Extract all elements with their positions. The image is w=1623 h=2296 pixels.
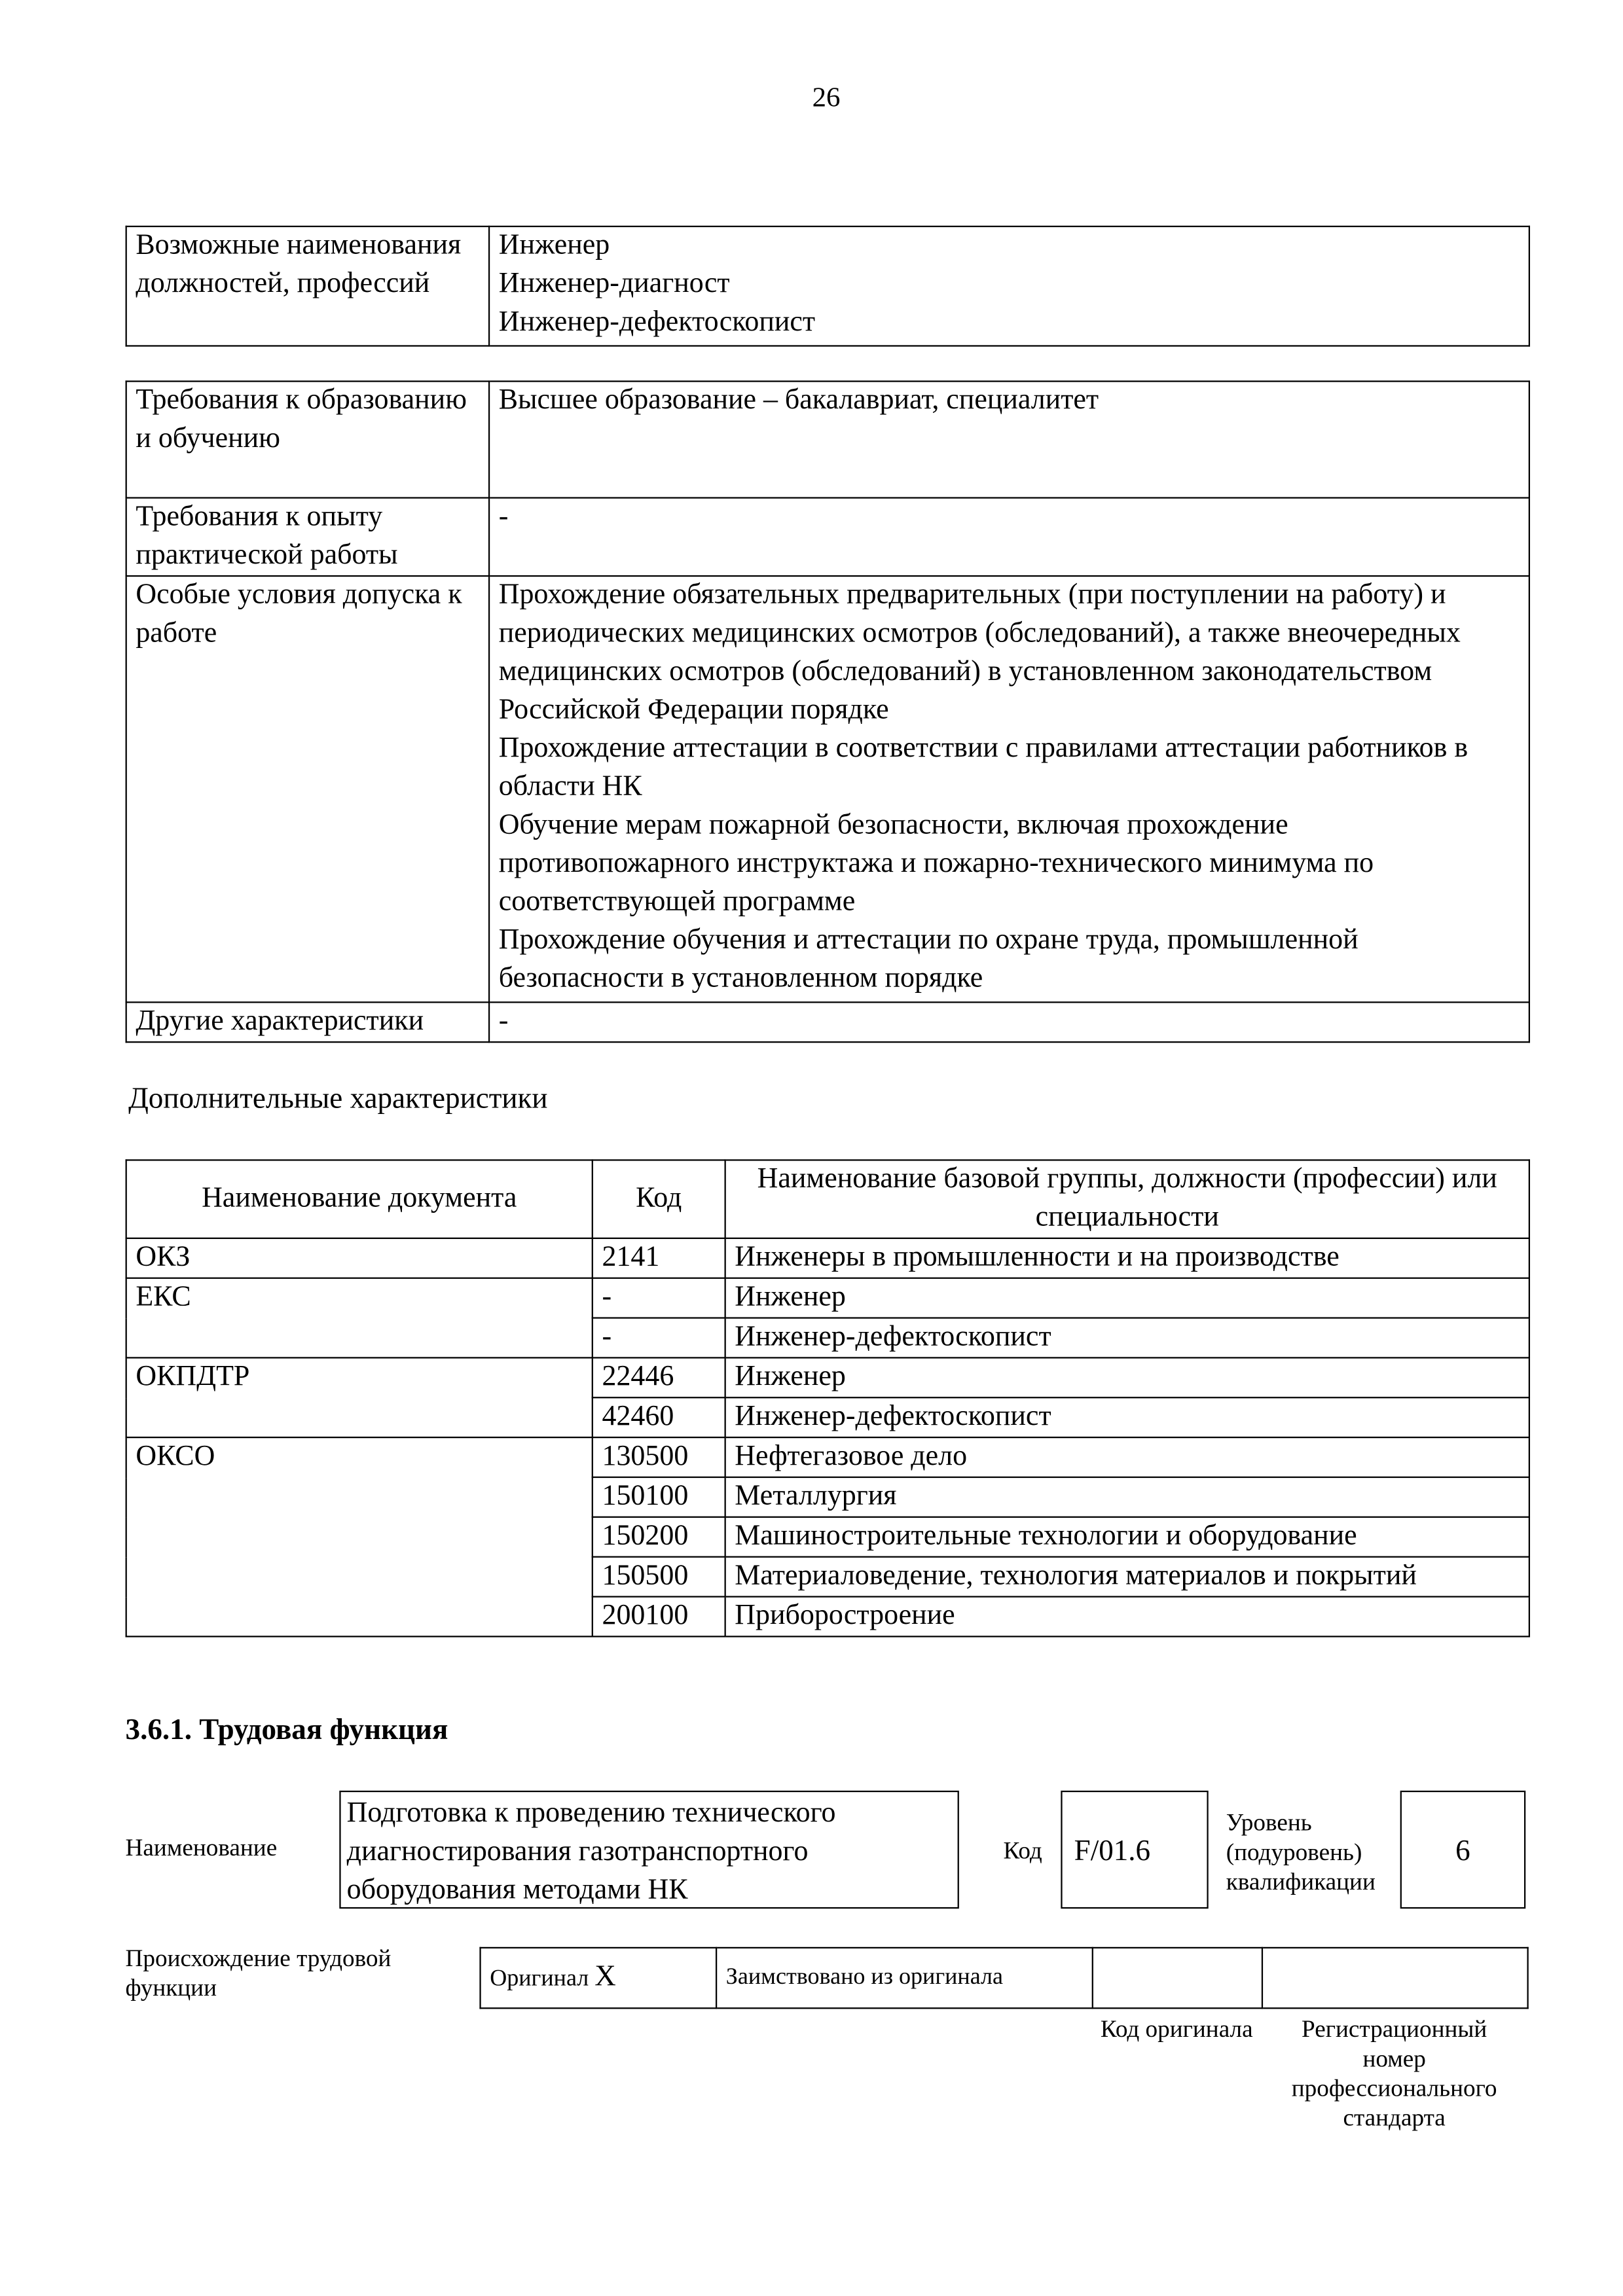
code-cell: - [593, 1278, 725, 1318]
other-value: - [489, 1002, 1529, 1042]
position-item: Инженер-дефектоскопист [498, 306, 816, 338]
code-cell: 150200 [593, 1517, 725, 1557]
function-name-label: Наименование [125, 1833, 278, 1862]
function-name-box: Подготовка к проведению технического диагностирования газотранспортного оборудования методами НК [339, 1791, 959, 1909]
education-value: Высшее образование – бакалавриат, специалитет [489, 382, 1529, 498]
positions-table [126, 226, 1530, 347]
code-cell: 22446 [593, 1357, 725, 1397]
experience-value: - [489, 498, 1529, 576]
name-cell: Материаловедение, технология материалов и покрытий [725, 1557, 1529, 1597]
doc-okpdtr: ОКПДТР [126, 1357, 593, 1437]
education-label: Требования к образованию и обучению [126, 382, 489, 498]
code-cell: 150500 [593, 1557, 725, 1597]
code-cell: 200100 [593, 1597, 725, 1637]
section-title: 3.6.1. Трудовая функция [125, 1713, 448, 1747]
other-label: Другие характеристики [126, 1002, 489, 1042]
doc-eks: ЕКС [126, 1278, 593, 1358]
header-document: Наименование документа [126, 1160, 593, 1238]
name-cell: Инженер-дефектоскопист [725, 1318, 1529, 1358]
code-label: Код [1003, 1836, 1042, 1865]
code-cell: 130500 [593, 1437, 725, 1477]
level-label: Уровень (подуровень) квалификации [1226, 1808, 1376, 1895]
special-conditions-label: Особые условия допуска к работе [126, 576, 489, 1002]
original-label: Оригинал [490, 1966, 589, 1992]
origin-label: Происхождение трудовой функции [125, 1944, 392, 2002]
additional-heading: Дополнительные характеристики [128, 1083, 548, 1115]
header-name: Наименование базовой группы, должности (профессии) или специальности [725, 1160, 1529, 1238]
name-cell: Инженер [725, 1278, 1529, 1318]
code-cell: - [593, 1318, 725, 1358]
doc-okso: ОКСО [126, 1437, 593, 1636]
header-code: Код [593, 1160, 725, 1238]
code-value-box: F/01.6 [1061, 1791, 1208, 1909]
name-cell: Металлургия [725, 1477, 1529, 1517]
name-cell: Инженер [725, 1357, 1529, 1397]
origin-code-cell [1093, 1948, 1262, 2008]
additional-table [126, 1159, 1530, 1637]
code-cell: 2141 [593, 1238, 725, 1278]
doc-okz: ОКЗ [126, 1238, 593, 1278]
name-cell: Нефтегазовое дело [725, 1437, 1529, 1477]
position-item: Инженер-диагност [498, 268, 730, 300]
special-conditions-list [489, 576, 1529, 1002]
page-number: 26 [812, 82, 841, 114]
special-condition: Прохождение аттестации в соответствии с правилами аттестации работников в области НК [498, 733, 1468, 802]
special-condition: Прохождение обязательных предварительных (при поступлении на работу) и периодических медицинских осмотров (обследований), а также внеочередных медицинских осмотров (обследований) в установленном законодательством Российской Федерации порядке [498, 579, 1461, 726]
original-cell [481, 1948, 717, 2008]
name-cell: Инженер-дефектоскопист [725, 1397, 1529, 1437]
reg-number-cell [1262, 1948, 1528, 2008]
level-value-box: 6 [1400, 1791, 1526, 1909]
positions-list [489, 226, 1529, 346]
name-cell: Машиностроительные технологии и оборудование [725, 1517, 1529, 1557]
code-cell: 150100 [593, 1477, 725, 1517]
special-condition: Обучение мерам пожарной безопасности, включая прохождение противопожарного инструктажа и пожарно-технического минимума по соответствующей программе [498, 810, 1374, 918]
origin-table [479, 1947, 1528, 2009]
positions-label: Возможные наименования должностей, профессий [126, 226, 489, 346]
original-mark: X [594, 1960, 616, 1993]
reg-number-caption: Регистрационный номер профессионального стандарта [1291, 2015, 1497, 2132]
experience-label: Требования к опыту практической работы [126, 498, 489, 576]
requirements-table [126, 380, 1530, 1043]
name-cell: Приборостроение [725, 1597, 1529, 1637]
code-cell: 42460 [593, 1397, 725, 1437]
name-cell: Инженеры в промышленности и на производстве [725, 1238, 1529, 1278]
borrowed-label: Заимствовано из оригинала [716, 1948, 1093, 2008]
special-condition: Прохождение обучения и аттестации по охране труда, промышленной безопасности в установленном порядке [498, 925, 1359, 994]
position-item: Инженер [498, 230, 610, 261]
origin-code-caption: Код оригинала [1100, 2015, 1253, 2043]
